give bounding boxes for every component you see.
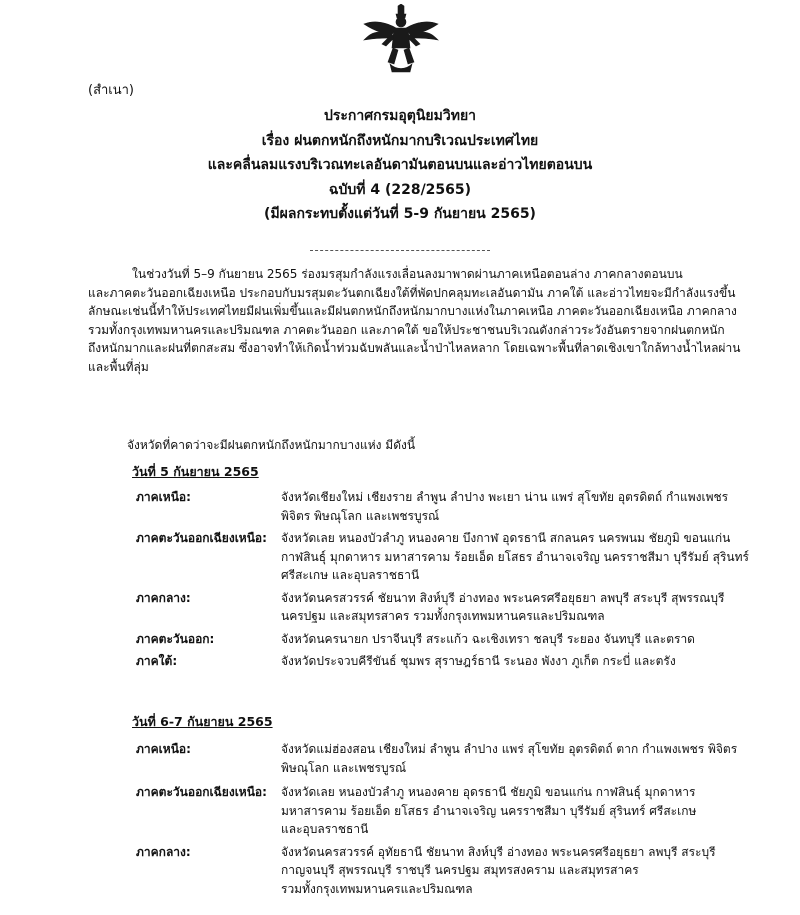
region-provinces: [281, 488, 732, 525]
body-line: รวมทั้งกรุงเทพมหานครและปริมณฑล ภาคตะวันออก และภาคใต้ ขอให้ประชาชนบริเวณดังกล่าวระวังอันตรายจากฝนตกหนัก: [88, 322, 725, 337]
region-name: ภาคเหนือ:: [136, 490, 191, 504]
subject-line-2: และคลื่นลมแรงบริเวณทะเลอันดามันตอนบนและอ่าวไทยตอนบน: [207, 157, 593, 173]
province-line: จังหวัดเลย หนองบัวลำภู หนองคาย บึงกาฬ อุดรธานี สกลนคร นครพนม ชัยภูมิ ขอนแก่น: [281, 531, 731, 545]
region-provinces: [281, 630, 732, 649]
region-provinces: [281, 843, 732, 899]
province-line: และอุบลราชธานี: [281, 822, 369, 836]
body-line: และพื้นที่ลุ่ม: [88, 359, 149, 374]
region-name: ภาคใต้:: [136, 654, 178, 668]
subject-line-1: เรื่อง ฝนตกหนักถึงหนักมากบริเวณประเทศไทย: [261, 132, 539, 149]
effective-dates: (มีผลกระทบตั้งแต่วันที่ 5-9 กันยายน 2565): [264, 206, 536, 222]
region-provinces: [281, 783, 732, 839]
province-line: กาญจนบุรี สุพรรณบุรี ราชบุรี นครปฐม สมุทรสงคราม และสมุทรสาคร: [281, 863, 639, 877]
region-name: ภาคตะวันออก:: [136, 631, 215, 646]
day-section: [132, 462, 749, 671]
body-line: ถึงหนักมากและฝนที่ตกสะสม ซึ่งอาจทำให้เกิดน้ำท่วมฉับพลันและน้ำป่าไหลหลาก โดยเฉพาะพื้นที่ลาดเชิงเขาใกล้ทางน้ำไหลผ่าน: [88, 341, 741, 355]
region-central: [132, 843, 732, 899]
province-line: ศรีสะเกษ และอุบลราชธานี: [281, 568, 420, 582]
region-provinces: [281, 589, 732, 626]
province-line: จังหวัดแม่ฮ่องสอน เชียงใหม่ ลำพูน ลำปาง แพร่ สุโขทัย อุตรดิตถ์ ตาก กำแพงเพชร พิจิตร: [281, 742, 738, 756]
province-line: นครปฐม และสมุทรสาคร รวมทั้งกรุงเทพมหานครและปริมณฑล: [281, 609, 605, 623]
region-name: ภาคเหนือ:: [136, 742, 191, 756]
region-east: [132, 630, 732, 649]
announcement-header: [0, 104, 800, 227]
body-line: ในช่วงวันที่ 5–9 กันยายน 2565 ร่องมรสุมกำลังแรงเลื่อนลงมาพาดผ่านภาคเหนือตอนล่าง ภาคกลางตอนบน: [132, 267, 683, 281]
province-line: กาฬสินธุ์ มุกดาหาร มหาสารคาม ร้อยเอ็ด ยโสธร อำนาจเจริญ นครราชสีมา บุรีรัมย์ สุรินทร์: [281, 549, 749, 564]
region-name: ภาคตะวันออกเฉียงเหนือ:: [136, 531, 267, 545]
region-central: [132, 589, 732, 626]
region-name: ภาคกลาง:: [136, 844, 191, 859]
region-north: [132, 488, 732, 525]
province-line: มหาสารคาม ร้อยเอ็ด ยโสธร อำนาจเจริญ นครราชสีมา บุรีรัมย์ สุรินทร์ ศรีสะเกษ: [281, 803, 697, 818]
issue-number: ฉบับที่ 4 (228/2565): [328, 181, 472, 198]
body-paragraph: [88, 265, 741, 376]
province-line: จังหวัดประจวบคีรีขันธ์ ชุมพร สุราษฎร์ธานี ระนอง พังงา ภูเก็ต กระบี่ และตรัง: [281, 654, 676, 668]
region-name: ภาคกลาง:: [136, 590, 191, 605]
region-northeast: [132, 529, 749, 585]
province-line: จังหวัดนครสวรรค์ อุทัยธานี ชัยนาท สิงห์บุรี อ่างทอง พระนครศรีอยุธยา ลพบุรี สระบุรี: [281, 844, 716, 859]
day-title: วันที่ 6-7 กันยายน 2565: [132, 714, 273, 729]
region-south: [132, 652, 732, 671]
day-title: วันที่ 5 กันยายน 2565: [132, 464, 259, 479]
region-name: ภาคตะวันออกเฉียงเหนือ:: [136, 785, 267, 799]
issuing-org-title: ประกาศกรมอุตุนิยมวิทยา: [323, 108, 477, 124]
province-line: พิษณุโลก และเพชรบูรณ์: [281, 760, 407, 775]
copy-label: (สำเนา): [88, 83, 135, 98]
province-line: รวมทั้งกรุงเทพมหานครและปริมณฑล: [281, 881, 473, 896]
region-northeast: [132, 783, 732, 839]
body-line: ลักษณะเช่นนี้ทำให้ประเทศไทยมีฝนเพิ่มขึ้นและมีฝนตกหนักถึงหนักมากบางแห่งในภาคเหนือ ภาคตะวันออกเฉียงเหนือ ภาคกลาง: [88, 304, 737, 318]
province-list-intro: จังหวัดที่คาดว่าจะมีฝนตกหนักถึงหนักมากบางแห่ง มีดังนี้: [127, 438, 416, 452]
province-line: จังหวัดเลย หนองบัวลำภู หนองคาย อุดรธานี ชัยภูมิ ขอนแก่น กาฬสินธุ์ มุกดาหาร: [281, 785, 696, 799]
body-line: และภาคตะวันออกเฉียงเหนือ ประกอบกับมรสุมตะวันตกเฉียงใต้ที่พัดปกคลุมทะเลอันดามัน ภาคใต้ และอ่าวไทยจะมีกำลังแรงขึ้น: [88, 285, 736, 300]
province-line: จังหวัดนครสวรรค์ ชัยนาท สิงห์บุรี อ่างทอง พระนครศรีอยุธยา ลพบุรี สระบุรี สุพรรณบุรี: [281, 590, 725, 605]
region-north: [132, 740, 738, 777]
day-section: [132, 712, 738, 898]
header-divider: [310, 250, 490, 251]
region-provinces: [281, 652, 732, 671]
province-line: จังหวัดนครนายก ปราจีนบุรี สระแก้ว ฉะเชิงเทรา ชลบุรี ระยอง จันทบุรี และตราด: [281, 631, 695, 646]
province-line: จังหวัดเชียงใหม่ เชียงราย ลำพูน ลำปาง พะเยา น่าน แพร่ สุโขทัย อุตรดิตถ์ กำแพงเพชร: [281, 490, 729, 504]
region-provinces: [281, 740, 738, 777]
region-provinces: [281, 529, 749, 585]
garuda-emblem-icon: [360, 4, 442, 74]
province-line: พิจิตร พิษณุโลก และเพชรบูรณ์: [281, 508, 440, 523]
